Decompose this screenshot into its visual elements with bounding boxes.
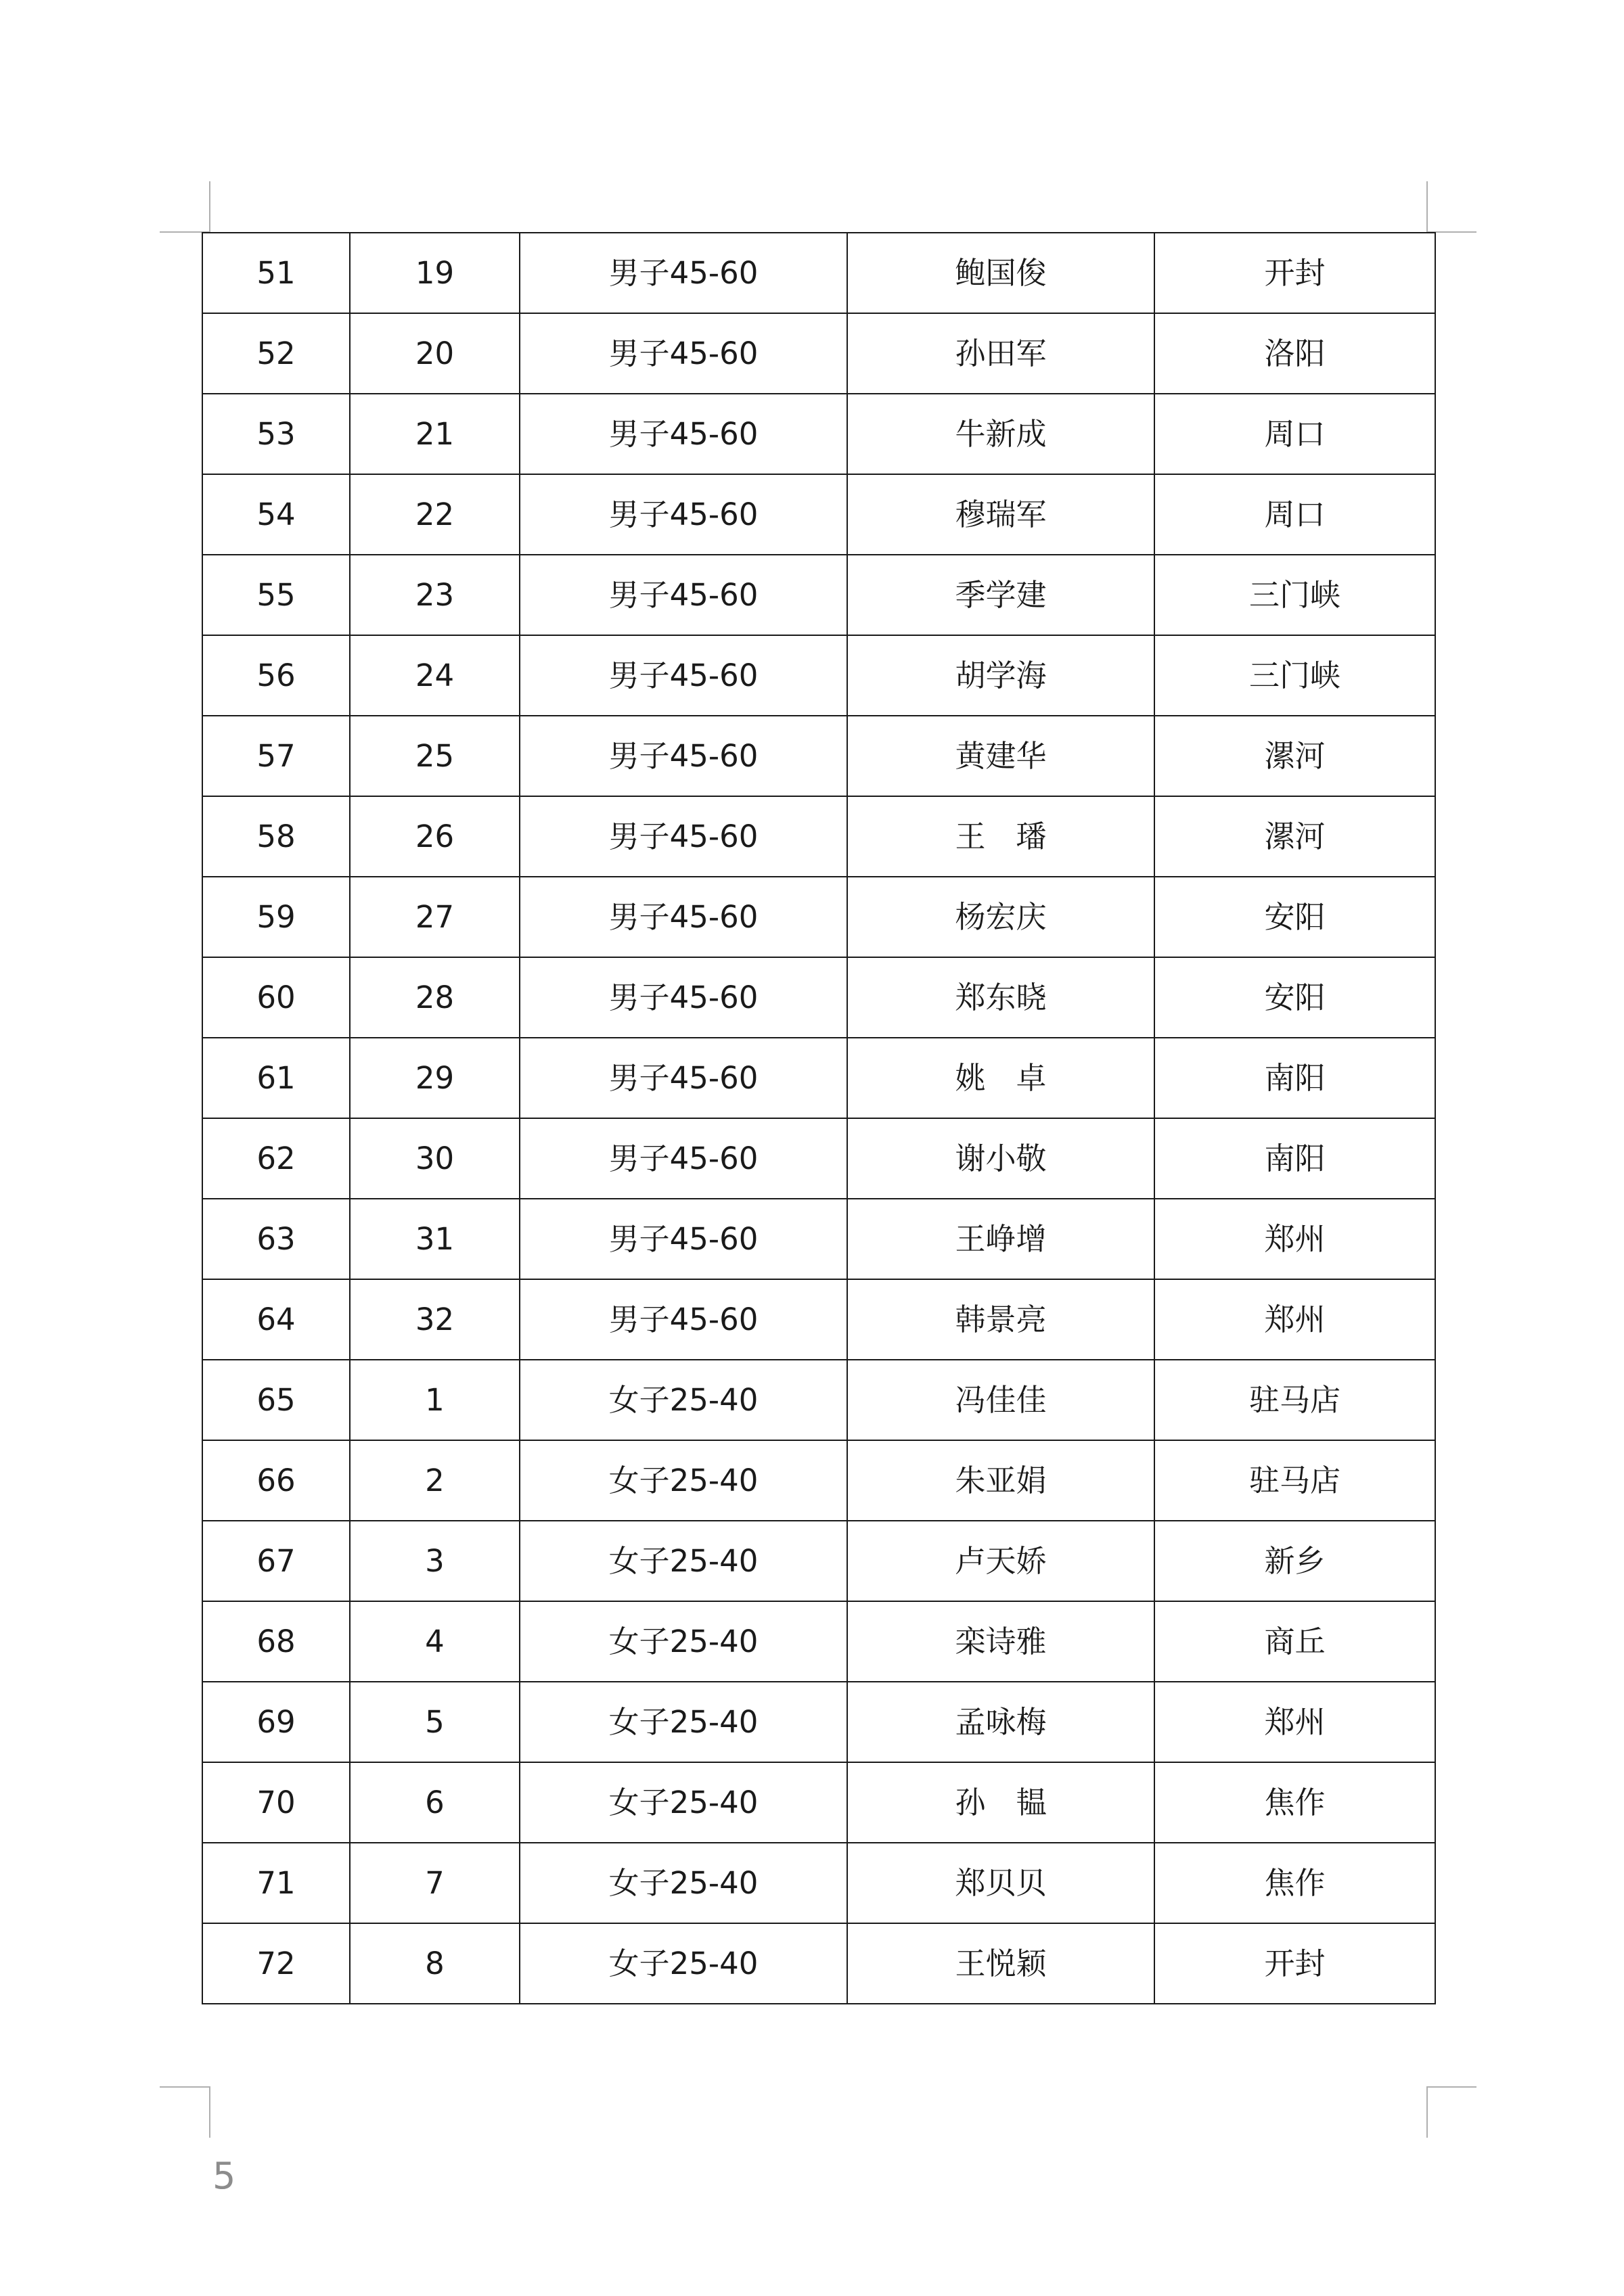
- table-row: [202, 957, 1435, 1038]
- cell-city: 郑州: [1154, 1279, 1435, 1360]
- cell-name: 胡学海: [847, 635, 1154, 716]
- cell-group: 男子45-60: [520, 716, 847, 796]
- cell-number: 25: [350, 716, 520, 796]
- cell-name: 朱亚娟: [847, 1440, 1154, 1521]
- cell-number: 2: [350, 1440, 520, 1521]
- cell-seq: 55: [202, 555, 350, 635]
- table-row: [202, 1601, 1435, 1682]
- cell-city: 安阳: [1154, 877, 1435, 957]
- cell-group: 男子45-60: [520, 1118, 847, 1199]
- cell-group: 男子45-60: [520, 957, 847, 1038]
- cell-group: 女子25-40: [520, 1762, 847, 1843]
- cell-seq: 56: [202, 635, 350, 716]
- cell-seq: 53: [202, 394, 350, 474]
- table-row: [202, 555, 1435, 635]
- table-row: [202, 716, 1435, 796]
- table-row: [202, 796, 1435, 877]
- cell-number: 28: [350, 957, 520, 1038]
- cell-name: 黄建华: [847, 716, 1154, 796]
- cell-city: 商丘: [1154, 1601, 1435, 1682]
- cell-number: 19: [350, 233, 520, 313]
- crop-mark-bottom-right-vertical: [1426, 2086, 1428, 2138]
- cell-number: 24: [350, 635, 520, 716]
- cell-seq: 67: [202, 1521, 350, 1601]
- cell-city: 南阳: [1154, 1038, 1435, 1118]
- table-row: [202, 1440, 1435, 1521]
- cell-group: 男子45-60: [520, 555, 847, 635]
- cell-name: 穆瑞军: [847, 474, 1154, 555]
- cell-number: 6: [350, 1762, 520, 1843]
- cell-name: 郑东晓: [847, 957, 1154, 1038]
- cell-group: 女子25-40: [520, 1360, 847, 1440]
- cell-number: 30: [350, 1118, 520, 1199]
- table-row: [202, 313, 1435, 394]
- cell-city: 郑州: [1154, 1682, 1435, 1762]
- page-number: 5: [212, 2155, 236, 2197]
- cell-name: 郑贝贝: [847, 1843, 1154, 1923]
- cell-number: 4: [350, 1601, 520, 1682]
- cell-name: 谢小敬: [847, 1118, 1154, 1199]
- cell-number: 20: [350, 313, 520, 394]
- table-row: [202, 1682, 1435, 1762]
- cell-number: 1: [350, 1360, 520, 1440]
- cell-city: 安阳: [1154, 957, 1435, 1038]
- table-row: [202, 877, 1435, 957]
- cell-city: 驻马店: [1154, 1440, 1435, 1521]
- cell-group: 女子25-40: [520, 1843, 847, 1923]
- cell-name: 杨宏庆: [847, 877, 1154, 957]
- cell-city: 三门峡: [1154, 635, 1435, 716]
- crop-mark-bottom-right-horizontal: [1426, 2086, 1476, 2088]
- cell-number: 29: [350, 1038, 520, 1118]
- cell-group: 女子25-40: [520, 1923, 847, 2004]
- cell-name: 韩景亮: [847, 1279, 1154, 1360]
- cell-group: 女子25-40: [520, 1521, 847, 1601]
- cell-name: 孟咏梅: [847, 1682, 1154, 1762]
- cell-name: 孙田军: [847, 313, 1154, 394]
- cell-group: 男子45-60: [520, 796, 847, 877]
- cell-number: 8: [350, 1923, 520, 2004]
- table-row: [202, 474, 1435, 555]
- cell-city: 洛阳: [1154, 313, 1435, 394]
- cell-seq: 62: [202, 1118, 350, 1199]
- cell-city: 焦作: [1154, 1762, 1435, 1843]
- table-row: [202, 1923, 1435, 2004]
- cell-number: 26: [350, 796, 520, 877]
- cell-group: 男子45-60: [520, 1279, 847, 1360]
- cell-city: 周口: [1154, 474, 1435, 555]
- cell-name: 鲍国俊: [847, 233, 1154, 313]
- cell-number: 31: [350, 1199, 520, 1279]
- cell-city: 漯河: [1154, 716, 1435, 796]
- cell-name: 王悦颖: [847, 1923, 1154, 2004]
- roster-table: [202, 232, 1436, 2004]
- cell-group: 女子25-40: [520, 1601, 847, 1682]
- cell-number: 32: [350, 1279, 520, 1360]
- cell-name: 卢天娇: [847, 1521, 1154, 1601]
- cell-name: 姚 卓: [847, 1038, 1154, 1118]
- cell-city: 驻马店: [1154, 1360, 1435, 1440]
- cell-seq: 52: [202, 313, 350, 394]
- table-row: [202, 1279, 1435, 1360]
- cell-name: 孙 韫: [847, 1762, 1154, 1843]
- cell-group: 男子45-60: [520, 877, 847, 957]
- cell-seq: 65: [202, 1360, 350, 1440]
- table-row: [202, 1843, 1435, 1923]
- cell-city: 郑州: [1154, 1199, 1435, 1279]
- cell-city: 焦作: [1154, 1843, 1435, 1923]
- cell-name: 王峥增: [847, 1199, 1154, 1279]
- cell-group: 男子45-60: [520, 1199, 847, 1279]
- cell-seq: 69: [202, 1682, 350, 1762]
- cell-name: 冯佳佳: [847, 1360, 1154, 1440]
- cell-number: 22: [350, 474, 520, 555]
- roster-table-body: [202, 233, 1435, 2004]
- cell-seq: 64: [202, 1279, 350, 1360]
- cell-seq: 54: [202, 474, 350, 555]
- table-row: [202, 635, 1435, 716]
- table-row: [202, 1118, 1435, 1199]
- cell-seq: 51: [202, 233, 350, 313]
- cell-city: 开封: [1154, 1923, 1435, 2004]
- cell-name: 栾诗雅: [847, 1601, 1154, 1682]
- table-row: [202, 1360, 1435, 1440]
- cell-city: 周口: [1154, 394, 1435, 474]
- table-row: [202, 1521, 1435, 1601]
- cell-name: 牛新成: [847, 394, 1154, 474]
- cell-city: 新乡: [1154, 1521, 1435, 1601]
- cell-name: 季学建: [847, 555, 1154, 635]
- crop-mark-top-left-vertical: [209, 181, 210, 233]
- table-row: [202, 1762, 1435, 1843]
- cell-group: 男子45-60: [520, 313, 847, 394]
- cell-name: 王 璠: [847, 796, 1154, 877]
- cell-seq: 72: [202, 1923, 350, 2004]
- cell-seq: 61: [202, 1038, 350, 1118]
- crop-mark-bottom-left-vertical: [209, 2086, 210, 2138]
- cell-number: 7: [350, 1843, 520, 1923]
- cell-city: 三门峡: [1154, 555, 1435, 635]
- cell-number: 23: [350, 555, 520, 635]
- cell-number: 3: [350, 1521, 520, 1601]
- cell-number: 27: [350, 877, 520, 957]
- cell-seq: 70: [202, 1762, 350, 1843]
- table-row: [202, 233, 1435, 313]
- cell-seq: 71: [202, 1843, 350, 1923]
- cell-seq: 58: [202, 796, 350, 877]
- cell-city: 漯河: [1154, 796, 1435, 877]
- cell-group: 男子45-60: [520, 635, 847, 716]
- cell-group: 男子45-60: [520, 474, 847, 555]
- table-row: [202, 1038, 1435, 1118]
- cell-number: 21: [350, 394, 520, 474]
- cell-group: 女子25-40: [520, 1440, 847, 1521]
- cell-seq: 68: [202, 1601, 350, 1682]
- cell-group: 男子45-60: [520, 394, 847, 474]
- cell-city: 南阳: [1154, 1118, 1435, 1199]
- cell-group: 女子25-40: [520, 1682, 847, 1762]
- cell-group: 男子45-60: [520, 233, 847, 313]
- crop-mark-top-right-vertical: [1426, 181, 1428, 233]
- cell-city: 开封: [1154, 233, 1435, 313]
- cell-group: 男子45-60: [520, 1038, 847, 1118]
- cell-seq: 63: [202, 1199, 350, 1279]
- table-row: [202, 394, 1435, 474]
- cell-number: 5: [350, 1682, 520, 1762]
- table-row: [202, 1199, 1435, 1279]
- crop-mark-bottom-left-horizontal: [160, 2086, 210, 2088]
- cell-seq: 60: [202, 957, 350, 1038]
- cell-seq: 59: [202, 877, 350, 957]
- cell-seq: 57: [202, 716, 350, 796]
- cell-seq: 66: [202, 1440, 350, 1521]
